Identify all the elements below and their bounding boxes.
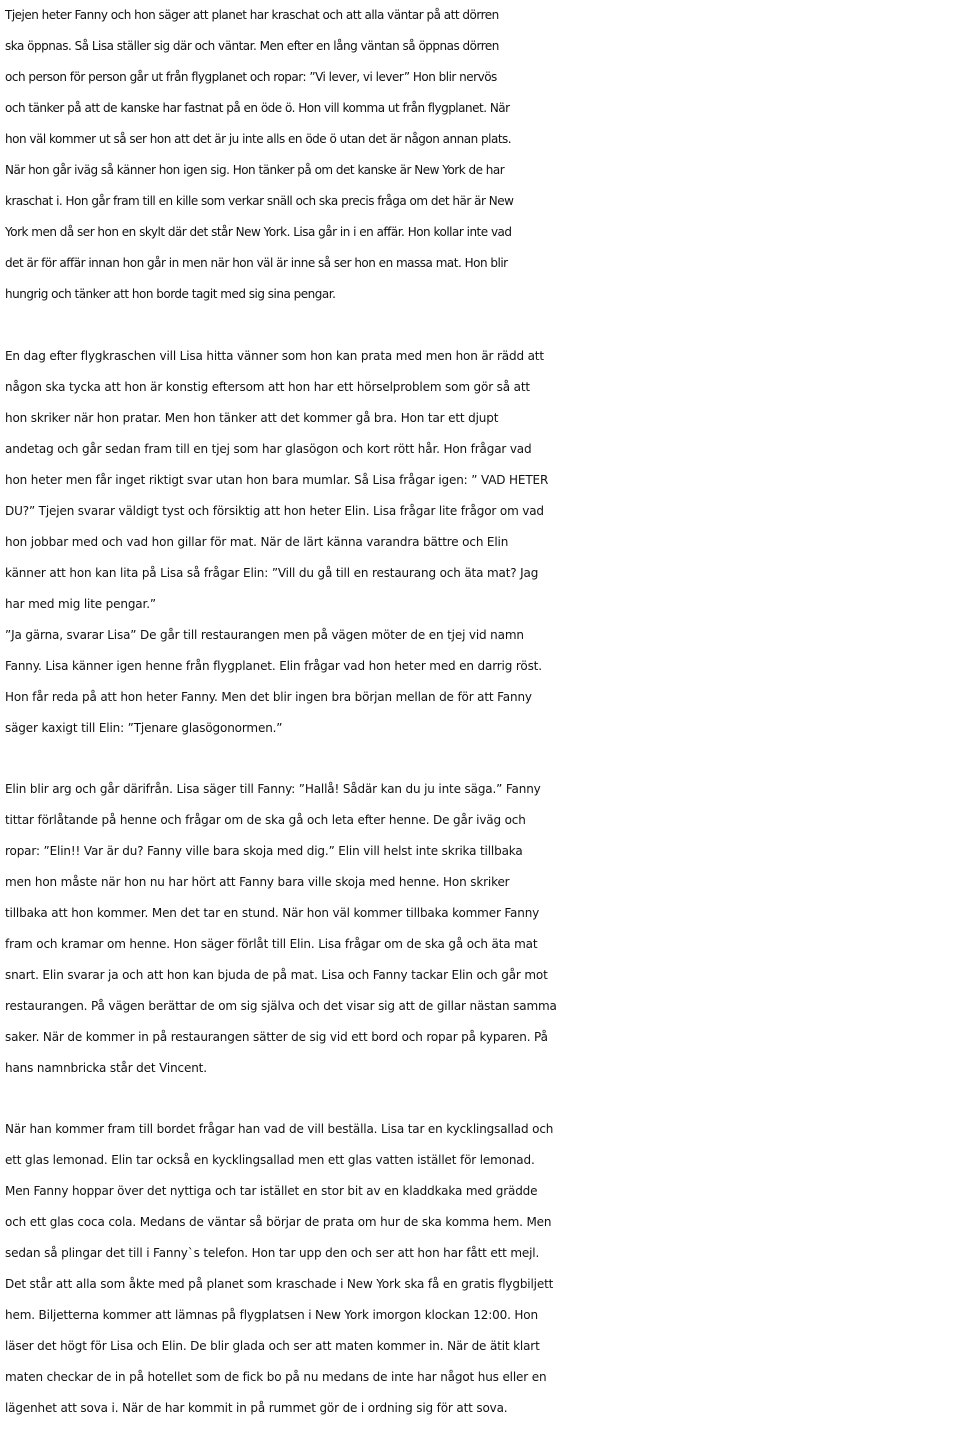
text-line: ”Ja gärna, svarar Lisa” De går till restaurangen men på vägen möter de en tjej vid namn [5, 628, 524, 642]
text-line: och person för person går ut från flygplanet och ropar: ”Vi lever, vi lever” Hon blir nervös [5, 70, 497, 84]
text-line: hem. Biljetterna kommer att lämnas på flygplatsen i New York imorgon klockan 12:00. Hon [5, 1308, 538, 1322]
text-line: Tjejen heter Fanny och hon säger att planet har kraschat och att alla väntar på att dörren [5, 8, 499, 22]
text-line: och ett glas coca cola. Medans de väntar så börjar de prata om hur de ska komma hem. Men [5, 1215, 552, 1229]
paragraph-2 [5, 341, 960, 744]
text-line: Men Fanny hoppar över det nyttiga och tar istället en stor bit av en kladdkaka med grädde [5, 1184, 538, 1198]
text-line: York men då ser hon en skylt där det står New York. Lisa går in i en affär. Hon kollar inte vad [5, 225, 512, 239]
text-line: läser det högt för Lisa och Elin. De blir glada och ser att maten kommer in. När de ätit klart [5, 1339, 540, 1353]
text-line: hans namnbricka står det Vincent. [5, 1061, 207, 1075]
document-page [5, 0, 960, 1424]
text-line: restaurangen. På vägen berättar de om sig själva och det visar sig att de gillar nästan samma [5, 999, 557, 1013]
text-line: någon ska tycka att hon är konstig eftersom att hon har ett hörselproblem som gör så att [5, 380, 530, 394]
text-line: När hon går iväg så känner hon igen sig. Hon tänker på om det kanske är New York de har [5, 163, 505, 177]
text-line: känner att hon kan lita på Lisa så frågar Elin: ”Vill du gå till en restaurang och äta mat? Jag [5, 566, 539, 580]
text-line: hon skriker när hon pratar. Men hon tänker att det kommer gå bra. Hon tar ett djupt [5, 411, 499, 425]
text-line: snart. Elin svarar ja och att hon kan bjuda de på mat. Lisa och Fanny tackar Elin och går mot [5, 968, 548, 982]
text-line: men hon måste när hon nu har hört att Fanny bara ville skoja med henne. Hon skriker [5, 875, 510, 889]
text-line: fram och kramar om henne. Hon säger förlåt till Elin. Lisa frågar om de ska gå och äta mat [5, 937, 538, 951]
text-line: ett glas lemonad. Elin tar också en kycklingsallad men ett glas vatten istället för lemonad. [5, 1153, 535, 1167]
text-line: och tänker på att de kanske har fastnat på en öde ö. Hon vill komma ut från flygplanet. När [5, 101, 510, 115]
text-line: har med mig lite pengar.” [5, 597, 156, 611]
text-line: DU?” Tjejen svarar väldigt tyst och försiktig att hon heter Elin. Lisa frågar lite frågor om vad [5, 504, 544, 518]
text-line: det är för affär innan hon går in men när hon väl är inne så ser hon en massa mat. Hon blir [5, 256, 508, 270]
text-line: Elin blir arg och går därifrån. Lisa säger till Fanny: ”Hallå! Sådär kan du ju inte säga.” Fanny [5, 782, 541, 796]
paragraph-4 [5, 1114, 960, 1424]
text-line: ska öppnas. Så Lisa ställer sig där och väntar. Men efter en lång väntan så öppnas dörren [5, 39, 499, 53]
text-line: En dag efter flygkraschen vill Lisa hitta vänner som hon kan prata med men hon är rädd att [5, 349, 544, 363]
text-line: hungrig och tänker att hon borde tagit med sig sina pengar. [5, 287, 336, 301]
text-line: sedan så plingar det till i Fanny`s telefon. Hon tar upp den och ser att hon har fått ett mejl. [5, 1246, 540, 1260]
text-line: maten checkar de in på hotellet som de fick bo på nu medans de inte har något hus eller en [5, 1370, 547, 1384]
text-line: hon heter men får inget riktigt svar utan hon bara mumlar. Så Lisa frågar igen: ” VAD HETER [5, 473, 549, 487]
text-line: kraschat i. Hon går fram till en kille som verkar snäll och ska precis fråga om det här är New [5, 194, 514, 208]
text-line: tillbaka att hon kommer. Men det tar en stund. När hon väl kommer tillbaka kommer Fanny [5, 906, 540, 920]
text-line: lägenhet att sova i. När de har kommit in på rummet gör de i ordning sig för att sova. [5, 1401, 508, 1415]
text-line: hon jobbar med och vad hon gillar för mat. När de lärt känna varandra bättre och Elin [5, 535, 509, 549]
text-line: hon väl kommer ut så ser hon att det är ju inte alls en öde ö utan det är någon annan plats. [5, 132, 512, 146]
text-line: Fanny. Lisa känner igen henne från flygplanet. Elin frågar vad hon heter med en darrig röst. [5, 659, 542, 673]
paragraph-1 [5, 0, 960, 310]
text-line: Hon får reda på att hon heter Fanny. Men det blir ingen bra början mellan de för att Fanny [5, 690, 532, 704]
paragraph-3 [5, 774, 960, 1084]
text-line: säger kaxigt till Elin: ”Tjenare glasögonormen.” [5, 721, 283, 735]
text-line: saker. När de kommer in på restaurangen sätter de sig vid ett bord och ropar på kyparen. På [5, 1030, 548, 1044]
text-line: tittar förlåtande på henne och frågar om de ska gå och leta efter henne. De går iväg och [5, 813, 526, 827]
text-line: ropar: ”Elin!! Var är du? Fanny ville bara skoja med dig.” Elin vill helst inte skrika tillbaka [5, 844, 523, 858]
text-line: När han kommer fram till bordet frågar han vad de vill beställa. Lisa tar en kycklingsallad och [5, 1122, 554, 1136]
text-line: Det står att alla som åkte med på planet som kraschade i New York ska få en gratis flygbiljett [5, 1277, 554, 1291]
text-line: andetag och går sedan fram till en tjej som har glasögon och kort rött hår. Hon frågar vad [5, 442, 532, 456]
